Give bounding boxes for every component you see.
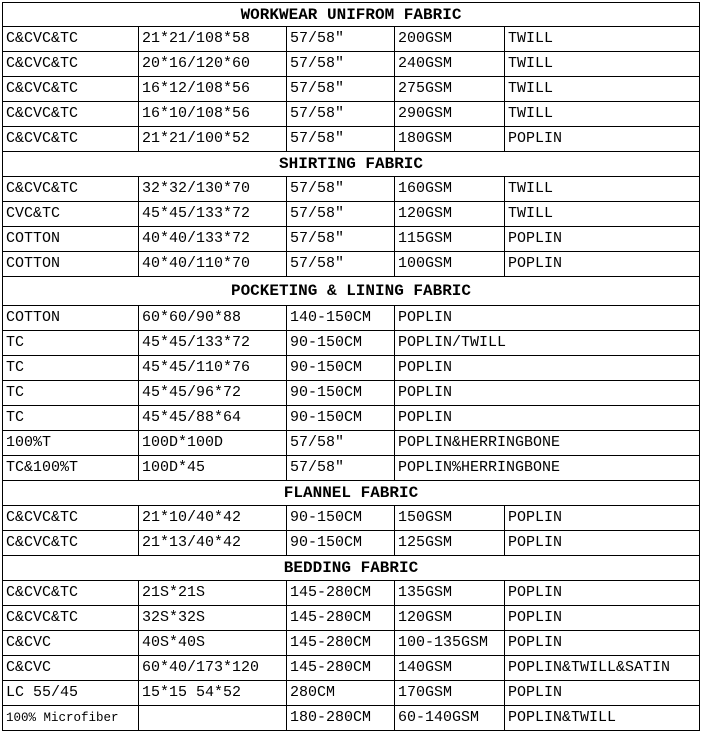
cell-width: 90-150CM bbox=[286, 356, 394, 380]
section-header bbox=[2, 2, 700, 27]
table-row bbox=[2, 656, 700, 681]
section-header bbox=[2, 152, 700, 177]
table-row bbox=[2, 127, 700, 152]
table-row bbox=[2, 506, 700, 531]
cell-width: 145-280CM bbox=[286, 656, 394, 680]
cell-weave: POPLIN bbox=[394, 406, 700, 430]
cell-weave: POPLIN bbox=[504, 531, 700, 555]
table-row bbox=[2, 456, 700, 481]
cell-yarn-count-density: 45*45/133*72 bbox=[138, 202, 286, 226]
table-row bbox=[2, 431, 700, 456]
cell-weave: TWILL bbox=[504, 52, 700, 76]
cell-weight: 140GSM bbox=[394, 656, 504, 680]
cell-width: 57/58″ bbox=[286, 127, 394, 151]
cell-weight: 240GSM bbox=[394, 52, 504, 76]
cell-composition: TC bbox=[2, 406, 138, 430]
cell-weight: 275GSM bbox=[394, 77, 504, 101]
cell-weave: POPLIN bbox=[504, 581, 700, 605]
cell-weave: POPLIN bbox=[394, 381, 700, 405]
cell-weight: 100-135GSM bbox=[394, 631, 504, 655]
cell-weight: 180GSM bbox=[394, 127, 504, 151]
cell-weight: 135GSM bbox=[394, 581, 504, 605]
cell-weave: POPLIN&TWILL&SATIN bbox=[504, 656, 700, 680]
fabric-spec-table bbox=[2, 2, 700, 731]
cell-yarn-count-density bbox=[138, 706, 286, 730]
cell-yarn-count-density: 100D*100D bbox=[138, 431, 286, 455]
cell-composition: C&CVC&TC bbox=[2, 77, 138, 101]
cell-composition: C&CVC bbox=[2, 631, 138, 655]
section-header bbox=[2, 481, 700, 506]
cell-weave: TWILL bbox=[504, 177, 700, 201]
cell-width: 57/58″ bbox=[286, 27, 394, 51]
cell-yarn-count-density: 100D*45 bbox=[138, 456, 286, 480]
cell-weave: POPLIN bbox=[504, 127, 700, 151]
cell-yarn-count-density: 40*40/133*72 bbox=[138, 227, 286, 251]
cell-weave: POPLIN bbox=[504, 252, 700, 276]
cell-width: 90-150CM bbox=[286, 331, 394, 355]
table-row bbox=[2, 252, 700, 277]
cell-width: 145-280CM bbox=[286, 631, 394, 655]
cell-composition: TC bbox=[2, 331, 138, 355]
cell-weave: TWILL bbox=[504, 27, 700, 51]
table-row bbox=[2, 581, 700, 606]
cell-weight: 170GSM bbox=[394, 681, 504, 705]
table-row bbox=[2, 356, 700, 381]
cell-width: 90-150CM bbox=[286, 381, 394, 405]
cell-composition: C&CVC&TC bbox=[2, 606, 138, 630]
table-row bbox=[2, 531, 700, 556]
table-row bbox=[2, 381, 700, 406]
cell-weave: POPLIN bbox=[504, 681, 700, 705]
cell-yarn-count-density: 15*15 54*52 bbox=[138, 681, 286, 705]
table-row bbox=[2, 706, 700, 731]
cell-width: 57/58″ bbox=[286, 102, 394, 126]
cell-composition: C&CVC&TC bbox=[2, 506, 138, 530]
cell-composition: C&CVC&TC bbox=[2, 127, 138, 151]
cell-composition: COTTON bbox=[2, 227, 138, 251]
cell-composition: C&CVC&TC bbox=[2, 581, 138, 605]
cell-weave: POPLIN bbox=[504, 506, 700, 530]
cell-weave: POPLIN&TWILL bbox=[504, 706, 700, 730]
table-row bbox=[2, 177, 700, 202]
cell-yarn-count-density: 20*16/120*60 bbox=[138, 52, 286, 76]
cell-composition: 100%T bbox=[2, 431, 138, 455]
cell-composition: TC bbox=[2, 356, 138, 380]
cell-weave: POPLIN bbox=[504, 606, 700, 630]
cell-width: 90-150CM bbox=[286, 506, 394, 530]
cell-weight: 200GSM bbox=[394, 27, 504, 51]
cell-yarn-count-density: 21S*21S bbox=[138, 581, 286, 605]
cell-weight: 100GSM bbox=[394, 252, 504, 276]
cell-weave: POPLIN%HERRINGBONE bbox=[394, 456, 700, 480]
cell-weave: TWILL bbox=[504, 77, 700, 101]
cell-composition: C&CVC bbox=[2, 656, 138, 680]
table-row bbox=[2, 631, 700, 656]
cell-yarn-count-density: 21*21/108*58 bbox=[138, 27, 286, 51]
cell-composition: C&CVC&TC bbox=[2, 102, 138, 126]
table-row bbox=[2, 202, 700, 227]
section-header bbox=[2, 556, 700, 581]
cell-yarn-count-density: 45*45/96*72 bbox=[138, 381, 286, 405]
cell-composition: TC bbox=[2, 381, 138, 405]
cell-yarn-count-density: 32S*32S bbox=[138, 606, 286, 630]
cell-composition: COTTON bbox=[2, 252, 138, 276]
cell-yarn-count-density: 16*10/108*56 bbox=[138, 102, 286, 126]
table-row bbox=[2, 681, 700, 706]
cell-weave: POPLIN&HERRINGBONE bbox=[394, 431, 700, 455]
cell-weave: TWILL bbox=[504, 102, 700, 126]
cell-yarn-count-density: 60*60/90*88 bbox=[138, 306, 286, 330]
table-row bbox=[2, 102, 700, 127]
cell-width: 57/58″ bbox=[286, 202, 394, 226]
section-title: WORKWEAR UNIFROM FABRIC bbox=[2, 3, 700, 27]
cell-width: 180-280CM bbox=[286, 706, 394, 730]
cell-width: 57/58″ bbox=[286, 227, 394, 251]
cell-composition: COTTON bbox=[2, 306, 138, 330]
cell-width: 145-280CM bbox=[286, 606, 394, 630]
table-row bbox=[2, 406, 700, 431]
cell-yarn-count-density: 60*40/173*120 bbox=[138, 656, 286, 680]
cell-width: 57/58″ bbox=[286, 77, 394, 101]
cell-composition: C&CVC&TC bbox=[2, 177, 138, 201]
cell-composition: C&CVC&TC bbox=[2, 531, 138, 555]
cell-yarn-count-density: 45*45/88*64 bbox=[138, 406, 286, 430]
cell-yarn-count-density: 32*32/130*70 bbox=[138, 177, 286, 201]
cell-yarn-count-density: 40S*40S bbox=[138, 631, 286, 655]
cell-yarn-count-density: 21*10/40*42 bbox=[138, 506, 286, 530]
table-row bbox=[2, 227, 700, 252]
cell-composition: TC&100%T bbox=[2, 456, 138, 480]
table-row bbox=[2, 306, 700, 331]
cell-width: 280CM bbox=[286, 681, 394, 705]
cell-composition: CVC&TC bbox=[2, 202, 138, 226]
cell-weave: POPLIN bbox=[394, 356, 700, 380]
cell-yarn-count-density: 45*45/133*72 bbox=[138, 331, 286, 355]
cell-composition: 100% Microfiber bbox=[2, 706, 138, 730]
section-title: BEDDING FABRIC bbox=[2, 556, 700, 580]
table-row bbox=[2, 77, 700, 102]
cell-yarn-count-density: 45*45/110*76 bbox=[138, 356, 286, 380]
cell-width: 57/58″ bbox=[286, 456, 394, 480]
cell-weave: POPLIN bbox=[394, 306, 700, 330]
cell-weave: POPLIN bbox=[504, 227, 700, 251]
cell-weight: 120GSM bbox=[394, 606, 504, 630]
cell-width: 90-150CM bbox=[286, 406, 394, 430]
cell-width: 57/58″ bbox=[286, 52, 394, 76]
table-row bbox=[2, 27, 700, 52]
cell-weight: 115GSM bbox=[394, 227, 504, 251]
section-header bbox=[2, 277, 700, 306]
cell-width: 57/58″ bbox=[286, 252, 394, 276]
cell-weave: POPLIN/TWILL bbox=[394, 331, 700, 355]
section-title: FLANNEL FABRIC bbox=[2, 481, 700, 505]
cell-yarn-count-density: 16*12/108*56 bbox=[138, 77, 286, 101]
cell-weave: TWILL bbox=[504, 202, 700, 226]
cell-width: 140-150CM bbox=[286, 306, 394, 330]
cell-weight: 290GSM bbox=[394, 102, 504, 126]
cell-weight: 120GSM bbox=[394, 202, 504, 226]
cell-composition: C&CVC&TC bbox=[2, 27, 138, 51]
cell-yarn-count-density: 21*21/100*52 bbox=[138, 127, 286, 151]
cell-weight: 60-140GSM bbox=[394, 706, 504, 730]
cell-width: 145-280CM bbox=[286, 581, 394, 605]
cell-weight: 160GSM bbox=[394, 177, 504, 201]
cell-width: 90-150CM bbox=[286, 531, 394, 555]
table-row bbox=[2, 606, 700, 631]
cell-weight: 150GSM bbox=[394, 506, 504, 530]
cell-width: 57/58″ bbox=[286, 431, 394, 455]
cell-weave: POPLIN bbox=[504, 631, 700, 655]
cell-yarn-count-density: 40*40/110*70 bbox=[138, 252, 286, 276]
table-row bbox=[2, 331, 700, 356]
cell-composition: C&CVC&TC bbox=[2, 52, 138, 76]
section-title: SHIRTING FABRIC bbox=[2, 152, 700, 176]
section-title: POCKETING & LINING FABRIC bbox=[2, 277, 700, 305]
cell-yarn-count-density: 21*13/40*42 bbox=[138, 531, 286, 555]
cell-composition: LC 55/45 bbox=[2, 681, 138, 705]
cell-weight: 125GSM bbox=[394, 531, 504, 555]
table-row bbox=[2, 52, 700, 77]
cell-width: 57/58″ bbox=[286, 177, 394, 201]
